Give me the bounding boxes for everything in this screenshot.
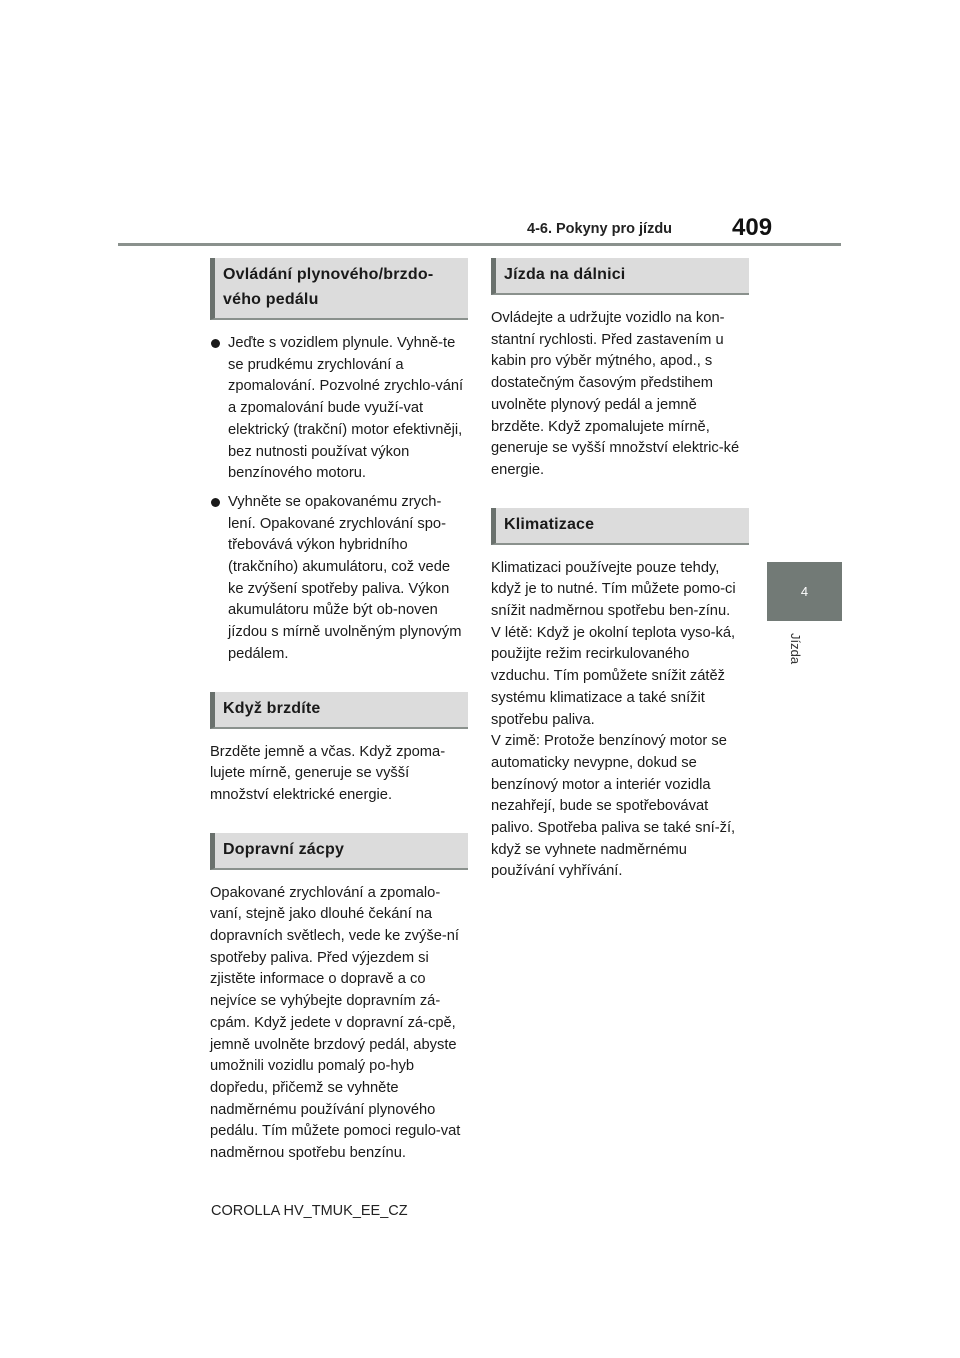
section-pedal-control <box>210 258 468 666</box>
section-text: Opakované zrychlování a zpomalo-vaní, stejně jako dlouhé čekání na dopravních světlech, vede ke zvýše-ní spotřeby paliva. Před výjezdem si zjistěte informace o dopravě a co nejvíce se vyhýbejte dopravním zá-cpám. Když jedete v dopravní zá-cpě, jemně uvolněte brzdový pedál, abyste umožnili vozidlu pomalý po-hyb dopředu, přičemž se vyhněte nadměrnému používání plynového pedálu. Tím můžete pomoci regulo-vat nadměrnou spotřebu benzínu. <box>210 884 461 1162</box>
bullet-item <box>210 492 468 666</box>
bullet-text: Jeďte s vozidlem plynule. Vyhně-te se prudkému zrychlování a zpomalování. Pozvolné zrychlo-vání a zpomalování bude využí-vat elektrický (trakční) motor efektivněji, bez nutnosti používat výkon benzínového motoru. <box>228 335 464 482</box>
right-column <box>491 258 749 883</box>
bullet-dot-icon <box>211 339 220 348</box>
bullet-item <box>210 333 468 485</box>
section-heading: Dopravní zácpy <box>210 833 468 870</box>
section-text: Brzděte jemně a včas. Když zpoma-lujete mírně, generuje se vyšší množství elektrické energie. <box>210 743 446 803</box>
section-traffic-jams <box>210 833 468 1165</box>
section-heading: Ovládání plynového/brzdo-vého pedálu <box>210 258 468 320</box>
page-number: 409 <box>732 214 773 241</box>
chapter-label: Jízda <box>788 633 803 665</box>
section-heading: Když brzdíte <box>210 692 468 729</box>
section-title: 4-6. Pokyny pro jízdu <box>527 221 673 237</box>
section-text: V létě: Když je okolní teplota vyso-ká, použijte režim recirkulovaného vzduchu. Tím pomůžete snížit zátěž systému klimatizace a také snížit spotřebu paliva. <box>491 624 736 728</box>
header-rule <box>118 243 841 246</box>
bullet-dot-icon <box>211 498 220 507</box>
section-heading: Jízda na dálnici <box>491 258 749 295</box>
section-text: Ovládejte a udržujte vozidlo na kon-stantní rychlosti. Před zastavením u kabin pro výběr mýtného, apod., s dostatečným časovým předstihem uvolněte plynový pedál a jemně brzděte. Když zpomalujete mírně, generuje se vyšší množství elektric-ké energie. <box>491 310 740 478</box>
section-text: Klimatizaci používejte pouze tehdy, když je to nutné. Tím můžete pomo-ci snížit nadměrnou spotřebu ben-zínu. <box>491 559 736 620</box>
section-highway <box>491 258 749 482</box>
footer-code: COROLLA HV_TMUK_EE_CZ <box>211 1203 408 1219</box>
section-heading: Klimatizace <box>491 508 749 545</box>
section-text: V zimě: Protože benzínový motor se automaticky nevypne, dokud se benzínový motor a interiér vozidla nezahřejí, bude se spotřebovávat palivo. Spotřeba paliva se také sní-ží, když se vyhnete nadměrnému používání vyhřívání. <box>491 733 736 880</box>
left-column <box>210 258 468 1165</box>
section-air-conditioning <box>491 508 749 884</box>
chapter-tab: 4 <box>767 562 842 621</box>
bullet-text: Vyhněte se opakovanému zrych-lení. Opakované zrychlování spo-třebovává výkon hybridního (trakčního) akumulátoru, což vede ke zvýšení spotřeby paliva. Výkon akumulátoru může být ob-noven jízdou s mírně uvolněným plynovým pedálem. <box>228 493 462 662</box>
section-braking <box>210 692 468 807</box>
bullet-list <box>210 333 468 666</box>
